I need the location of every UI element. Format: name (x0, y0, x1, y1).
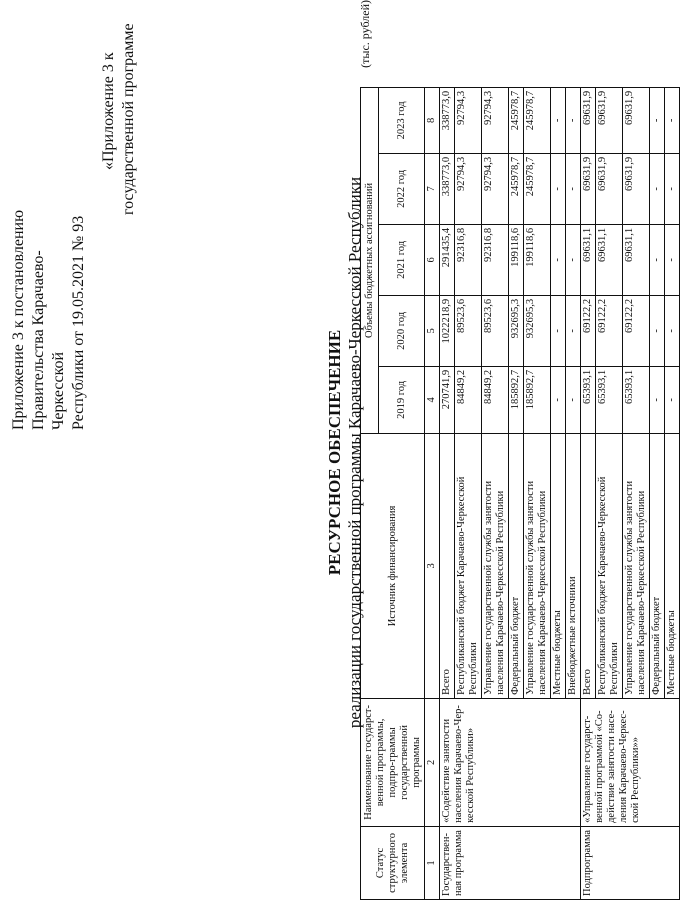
value-cell: - (551, 366, 566, 433)
value-cell: 338773,0 (440, 153, 455, 224)
header-status: Статус структурного элемента (361, 826, 425, 899)
value-cell: - (566, 295, 581, 366)
value-cell: - (551, 295, 566, 366)
value-cell: 69122,2 (581, 295, 596, 366)
column-index: 3 (425, 433, 440, 698)
value-cell: 245978,7 (509, 87, 524, 153)
value-cell: 69122,2 (623, 295, 650, 366)
funding-source-cell: Внебюджетные источники (566, 433, 581, 698)
column-index: 8 (425, 87, 440, 153)
value-cell: - (650, 366, 665, 433)
value-cell: 92794,3 (482, 153, 509, 224)
value-cell: 89523,6 (482, 295, 509, 366)
value-cell: - (551, 153, 566, 224)
program-name-cell: «Управление государст-венной программой «Со-действие занятости насе-ления Карачаево-Черкес-ской Республики»» (581, 698, 680, 826)
ref-line: Черкесской (50, 351, 67, 430)
value-cell: 69631,1 (581, 224, 596, 295)
header-year: 2020 год (379, 295, 425, 366)
value-cell: 69631,9 (581, 153, 596, 224)
value-cell: 92794,3 (482, 87, 509, 153)
status-cell: Государствен-ная программа (440, 826, 581, 899)
value-cell: 199118,6 (509, 224, 524, 295)
value-cell: 932695,3 (524, 295, 551, 366)
value-cell: 185892,7 (524, 366, 551, 433)
funding-source-cell: Управление государственной службы занятости населения Карачаево-Черкесской Республики (623, 433, 650, 698)
value-cell: - (665, 153, 680, 224)
value-cell: 270741,9 (440, 366, 455, 433)
funding-source-cell: Управление государственной службы занятости населения Карачаево-Черкесской Республики (524, 433, 551, 698)
ref-line: Приложение 3 к постановлению (10, 209, 27, 430)
column-index: 1 (425, 826, 440, 899)
value-cell: - (665, 87, 680, 153)
value-cell: 338773,0 (440, 87, 455, 153)
status-cell: Подпрограмма (581, 826, 680, 899)
value-cell: 69631,1 (623, 224, 650, 295)
value-cell: 69631,9 (596, 87, 623, 153)
appendix-line: государственной программе (120, 23, 137, 215)
value-cell: 92794,3 (455, 87, 482, 153)
value-cell: - (650, 224, 665, 295)
value-cell: 92316,8 (482, 224, 509, 295)
funding-source-cell: Местные бюджеты (665, 433, 680, 698)
header-volumes: Объемы бюджетных ассигнований (361, 87, 379, 433)
value-cell: - (566, 153, 581, 224)
value-cell: - (650, 153, 665, 224)
value-cell: 69122,2 (596, 295, 623, 366)
header-year: 2021 год (379, 224, 425, 295)
value-cell: 245978,7 (524, 87, 551, 153)
value-cell: 69631,9 (623, 87, 650, 153)
value-cell: 89523,6 (455, 295, 482, 366)
column-index: 2 (425, 698, 440, 826)
value-cell: 65393,1 (581, 366, 596, 433)
value-cell: - (650, 295, 665, 366)
header-year: 2022 год (379, 153, 425, 224)
funding-source-cell: Всего (581, 433, 596, 698)
value-cell: - (665, 295, 680, 366)
page-subtitle: реализации государственной программы Карачаево-Черкесской Республики (345, 176, 364, 729)
appendix-line: «Приложение 3 к (100, 52, 117, 170)
value-cell: 932695,3 (509, 295, 524, 366)
column-index: 5 (425, 295, 440, 366)
value-cell: - (551, 87, 566, 153)
ref-line: Республики от 19.05.2021 № 93 (70, 215, 87, 430)
funding-source-cell: Федеральный бюджет (650, 433, 665, 698)
ref-line: Правительства Карачаево- (30, 250, 47, 430)
funding-source-cell: Управление государственной службы занятости населения Карачаево-Черкесской Республики (482, 433, 509, 698)
table-row (581, 87, 596, 899)
units-label: (тыс. рублей) (358, 0, 372, 68)
value-cell: 1022218,9 (440, 295, 455, 366)
value-cell: 84849,2 (455, 366, 482, 433)
value-cell: 69631,9 (581, 87, 596, 153)
header-year: 2019 год (379, 366, 425, 433)
value-cell: 245978,7 (524, 153, 551, 224)
funding-source-cell: Республиканский бюджет Карачаево-Черкесской Республики (596, 433, 623, 698)
value-cell: 65393,1 (623, 366, 650, 433)
funding-source-cell: Местные бюджеты (551, 433, 566, 698)
page-title: РЕСУРСНОЕ ОБЕСПЕЧЕНИЕ (325, 329, 344, 576)
value-cell: 69631,1 (596, 224, 623, 295)
value-cell: - (566, 87, 581, 153)
value-cell: - (665, 224, 680, 295)
value-cell: 65393,1 (596, 366, 623, 433)
value-cell: 92316,8 (455, 224, 482, 295)
funding-source-cell: Федеральный бюджет (509, 433, 524, 698)
header-name: Наименование государст-венной программы, подпро-граммы государственной программы (361, 698, 425, 826)
value-cell: 245978,7 (509, 153, 524, 224)
header-source: Источник финансирования (361, 433, 425, 698)
funding-source-cell: Всего (440, 433, 455, 698)
value-cell: - (665, 366, 680, 433)
value-cell: - (566, 224, 581, 295)
header-year: 2023 год (379, 87, 425, 153)
value-cell: 84849,2 (482, 366, 509, 433)
value-cell: 69631,9 (596, 153, 623, 224)
value-cell: 69631,9 (623, 153, 650, 224)
value-cell: 199118,6 (524, 224, 551, 295)
column-index: 4 (425, 366, 440, 433)
value-cell: - (551, 224, 566, 295)
column-index: 6 (425, 224, 440, 295)
value-cell: 291435,4 (440, 224, 455, 295)
value-cell: 185892,7 (509, 366, 524, 433)
value-cell: 92794,3 (455, 153, 482, 224)
value-cell: - (566, 366, 581, 433)
column-index: 7 (425, 153, 440, 224)
resource-table (360, 87, 680, 900)
funding-source-cell: Республиканский бюджет Карачаево-Черкесской Республики (455, 433, 482, 698)
table-row (440, 87, 455, 899)
program-name-cell: «Содействие занятости населения Карачаево-Чер-кесской Республики» (440, 698, 581, 826)
value-cell: - (650, 87, 665, 153)
